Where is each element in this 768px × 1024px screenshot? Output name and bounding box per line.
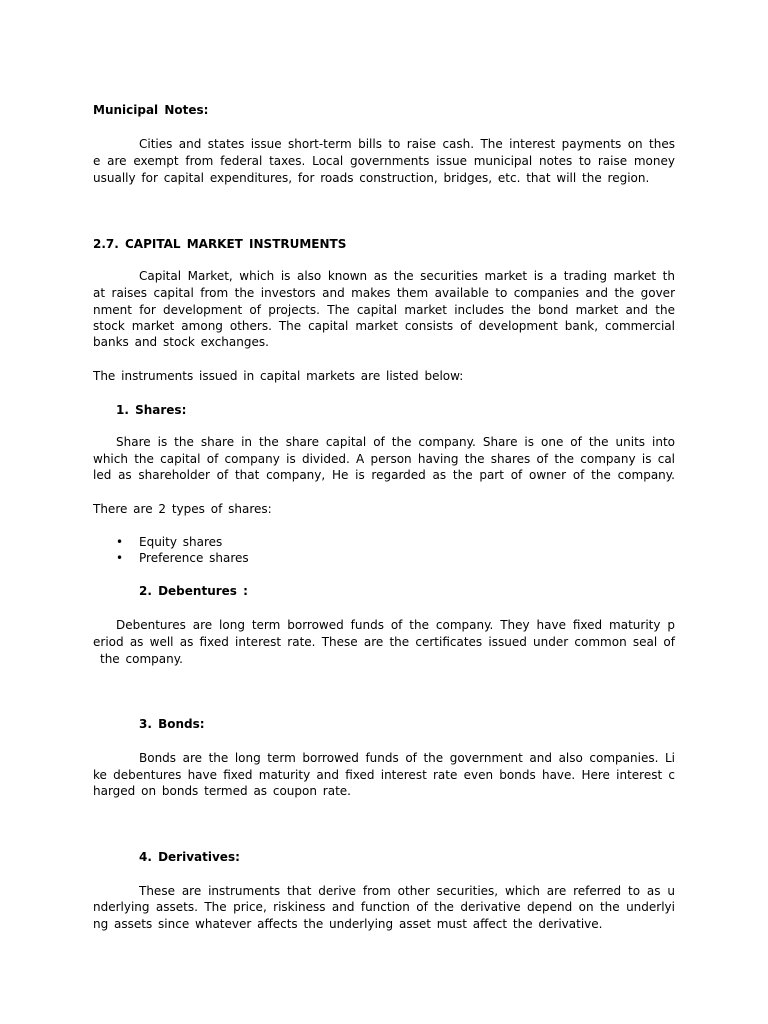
paragraph-line: Capital Market, which is also known as the securities market is a trading market th <box>139 269 675 283</box>
paragraph-line: the company. <box>100 652 183 666</box>
paragraph-line: nment for development of projects. The capital market includes the bond market and the <box>93 303 675 317</box>
paragraph-line: ng assets since whatever affects the underlying asset must affect the derivative. <box>93 917 603 931</box>
paragraph-line: e are exempt from federal taxes. Local governments issue municipal notes to raise money <box>93 154 675 168</box>
paragraph-line: Bonds are the long term borrowed funds of the government and also companies. Li <box>139 751 675 765</box>
paragraph-line: which the capital of company is divided. A person having the shares of the company is cal <box>93 452 675 466</box>
paragraph-line: usually for capital expenditures, for roads construction, bridges, etc. that will the region. <box>93 171 650 185</box>
share-types-intro: There are 2 types of shares: <box>93 502 272 516</box>
paragraph-line: stock market among others. The capital market consists of development bank, commercial <box>93 319 675 333</box>
paragraph-line: led as shareholder of that company, He is regarded as the part of owner of the company. <box>93 468 675 482</box>
paragraph-line: at raises capital from the investors and makes them available to companies and the gover <box>93 286 675 300</box>
list-item: Equity shares <box>139 535 223 549</box>
subsection-heading-debentures: 2. Debentures : <box>139 584 248 598</box>
subsection-heading-bonds: 3. Bonds: <box>139 717 205 731</box>
bullet-icon: • <box>116 535 124 549</box>
paragraph-line: Share is the share in the share capital of the company. Share is one of the units into <box>116 435 675 449</box>
subsection-heading-shares: 1. Shares: <box>116 403 187 417</box>
paragraph-line: These are instruments that derive from other securities, which are referred to as u <box>139 884 675 898</box>
paragraph-line: banks and stock exchanges. <box>93 335 269 349</box>
subsection-heading-derivatives: 4. Derivatives: <box>139 850 240 864</box>
list-item: Preference shares <box>139 551 249 565</box>
instruments-intro: The instruments issued in capital markets are listed below: <box>93 369 464 383</box>
paragraph-line: ke debentures have fixed maturity and fixed interest rate even bonds have. Here interest c <box>93 768 675 782</box>
bullet-icon: • <box>116 551 124 565</box>
paragraph-line: eriod as well as fixed interest rate. These are the certificates issued under common seal of <box>93 635 675 649</box>
section-heading-municipal-notes: Municipal Notes: <box>93 103 209 117</box>
paragraph-line: Debentures are long term borrowed funds of the company. They have fixed maturity p <box>116 618 675 632</box>
paragraph-line: nderlying assets. The price, riskiness and function of the derivative depend on the underlyi <box>93 900 675 914</box>
paragraph-line: harged on bonds termed as coupon rate. <box>93 784 351 798</box>
section-heading-capital-market: 2.7. CAPITAL MARKET INSTRUMENTS <box>93 237 347 251</box>
paragraph-line: Cities and states issue short-term bills to raise cash. The interest payments on thes <box>139 137 675 151</box>
